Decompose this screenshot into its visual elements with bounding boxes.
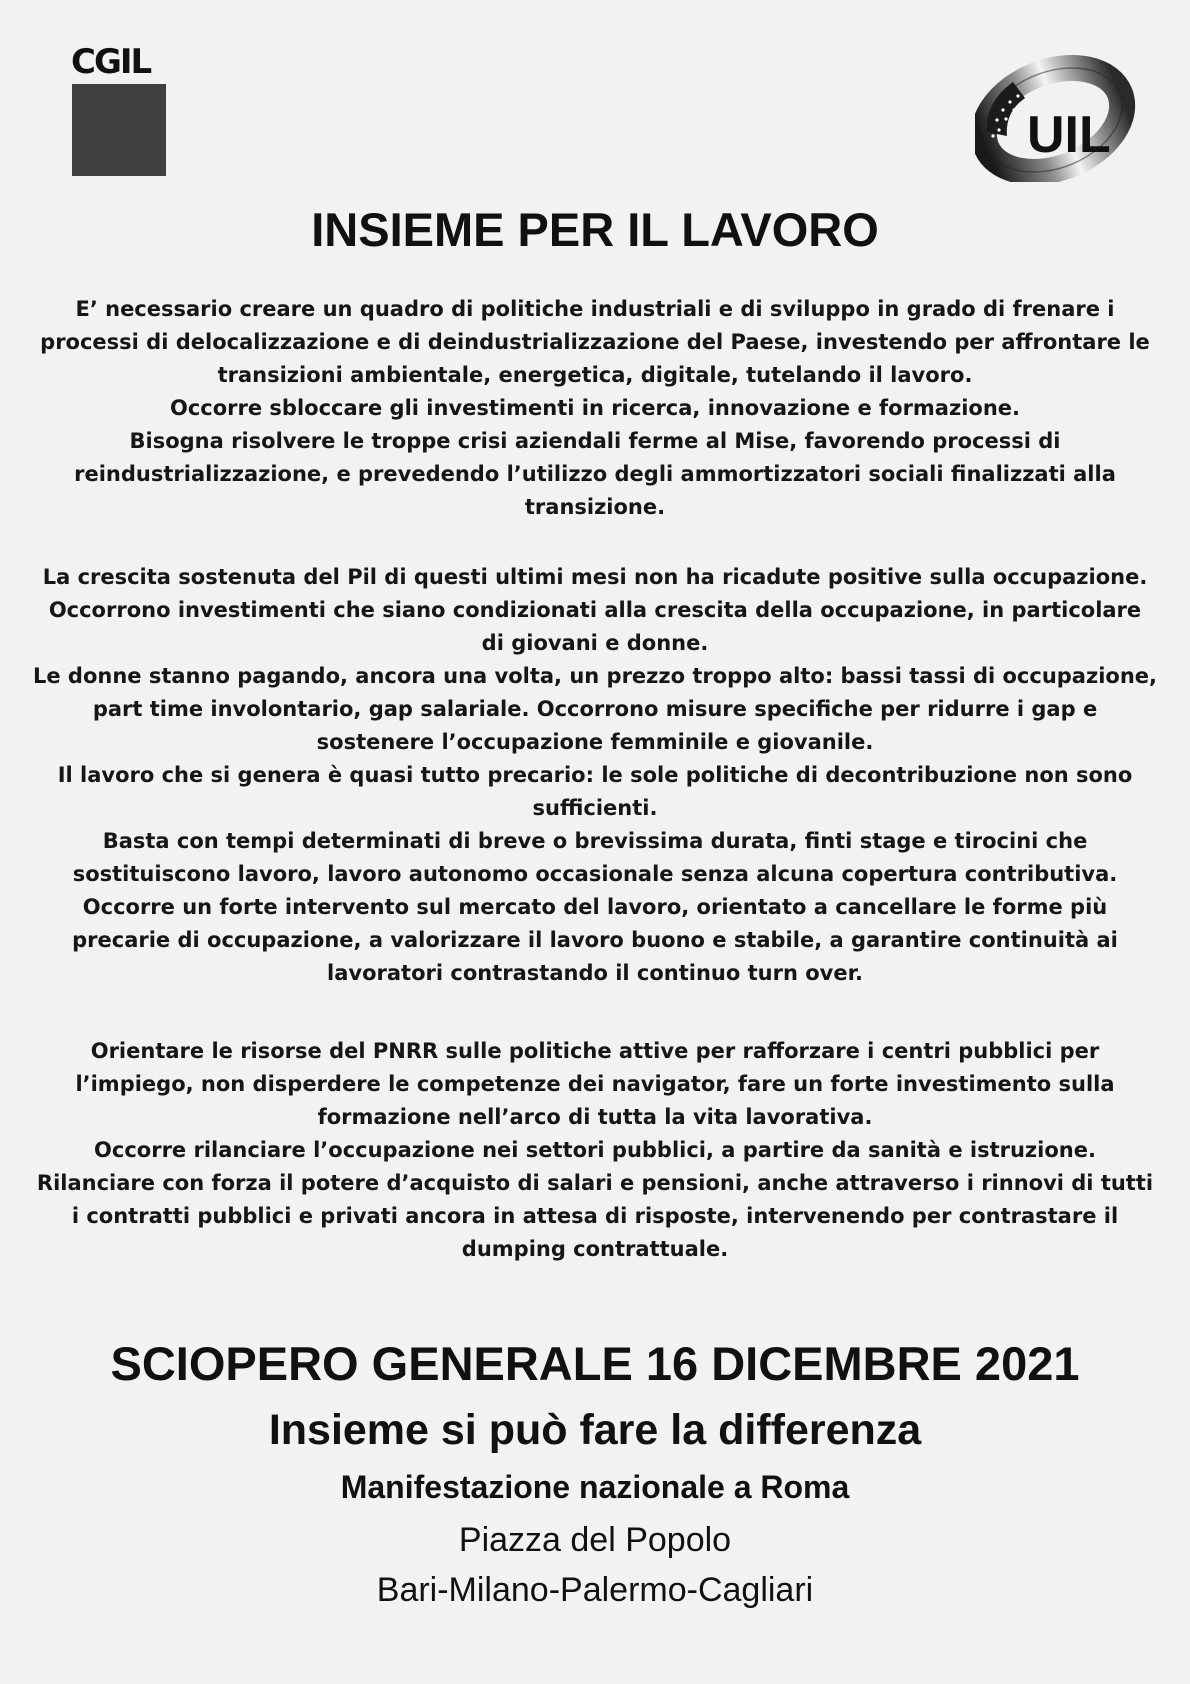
text-line: lavoratori contrastando il continuo turn over.	[327, 961, 863, 985]
text-line: reindustrializzazione, e prevedendo l’utilizzo degli ammortizzatori sociali finalizzati alla	[74, 462, 1116, 486]
strike-heading: SCIOPERO GENERALE 16 DICEMBRE 2021	[110, 1337, 1080, 1390]
text-line: E’ necessario creare un quadro di politiche industriali e di sviluppo in grado di frenare i	[75, 297, 1115, 321]
text-line: Orientare le risorse del PNRR sulle politiche attive per rafforzare i centri pubblici per	[90, 1039, 1100, 1063]
text-line: sostituiscono lavoro, lavoro autonomo occasionale senza alcuna copertura contributiva.	[72, 862, 1118, 886]
text-line: sostenere l’occupazione femminile e giovanile.	[316, 730, 874, 754]
text-line: Bisogna risolvere le troppe crisi aziendali ferme al Mise, favorendo processi di	[129, 429, 1061, 453]
demonstration-line: Manifestazione nazionale a Roma	[340, 1469, 850, 1505]
text-line: Il lavoro che si genera è quasi tutto precario: le sole politiche di decontribuzione non sono	[57, 763, 1133, 787]
text-line: dumping contrattuale.	[461, 1237, 729, 1261]
uil-logo-text: UIL	[1027, 106, 1111, 164]
cgil-logo	[71, 42, 167, 176]
cgil-logo-text: CGIL	[71, 42, 151, 82]
text-line: part time involontario, gap salariale. Occorrono misure specifiche per ridurre i gap e	[92, 697, 1098, 721]
text-line: processi di delocalizzazione e di deindustrializzazione del Paese, investendo per affrontare le	[40, 330, 1150, 354]
cgil-logo-square	[72, 84, 166, 176]
uil-logo	[975, 40, 1137, 182]
uil-logo-icon	[975, 40, 1137, 182]
text-line: Le donne stanno pagando, ancora una volta, un prezzo troppo alto: bassi tassi di occupazione,	[33, 664, 1157, 688]
motto-heading: Insieme si può fare la differenza	[268, 1406, 922, 1454]
text-line: l’impiego, non disperdere le competenze dei navigator, fare un forte investimento sulla	[75, 1072, 1115, 1096]
page-title: INSIEME PER IL LAVORO	[311, 203, 879, 256]
text-line: Occorre rilanciare l’occupazione nei settori pubblici, a partire da sanità e istruzione.	[94, 1138, 1096, 1162]
paragraph-industrial-policy	[24, 293, 1166, 524]
text-line: Rilanciare con forza il potere d’acquisto di salari e pensioni, anche attraverso i rinnovi di tutti	[36, 1171, 1154, 1195]
text-line: transizioni ambientale, energetica, digitale, tutelando il lavoro.	[217, 363, 973, 387]
cities-line: Bari-Milano-Palermo-Cagliari	[376, 1571, 814, 1609]
text-line: La crescita sostenuta del Pil di questi ultimi mesi non ha ricadute positive sulla occupazione.	[42, 565, 1148, 589]
text-line: Occorre sbloccare gli investimenti in ricerca, innovazione e formazione.	[169, 396, 1020, 420]
text-line: precarie di occupazione, a valorizzare il lavoro buono e stabile, a garantire continuità ai	[72, 928, 1118, 952]
paragraph-pnrr	[24, 1035, 1166, 1266]
text-line: sufficienti.	[532, 796, 658, 820]
text-line: Basta con tempi determinati di breve o brevissima durata, finti stage e tirocini che	[102, 829, 1088, 853]
text-line: formazione nell’arco di tutta la vita lavorativa.	[317, 1105, 873, 1129]
text-line: transizione.	[524, 495, 666, 519]
text-line: i contratti pubblici e privati ancora in attesa di risposte, intervenendo per contrastare il	[71, 1204, 1119, 1228]
place-line: Piazza del Popolo	[458, 1521, 732, 1559]
paragraph-employment	[24, 561, 1166, 990]
text-line: di giovani e donne.	[481, 631, 709, 655]
text-line: Occorrono investimenti che siano condizionati alla crescita della occupazione, in particolare	[48, 598, 1142, 622]
text-line: Occorre un forte intervento sul mercato del lavoro, orientato a cancellare le forme più	[82, 895, 1108, 919]
